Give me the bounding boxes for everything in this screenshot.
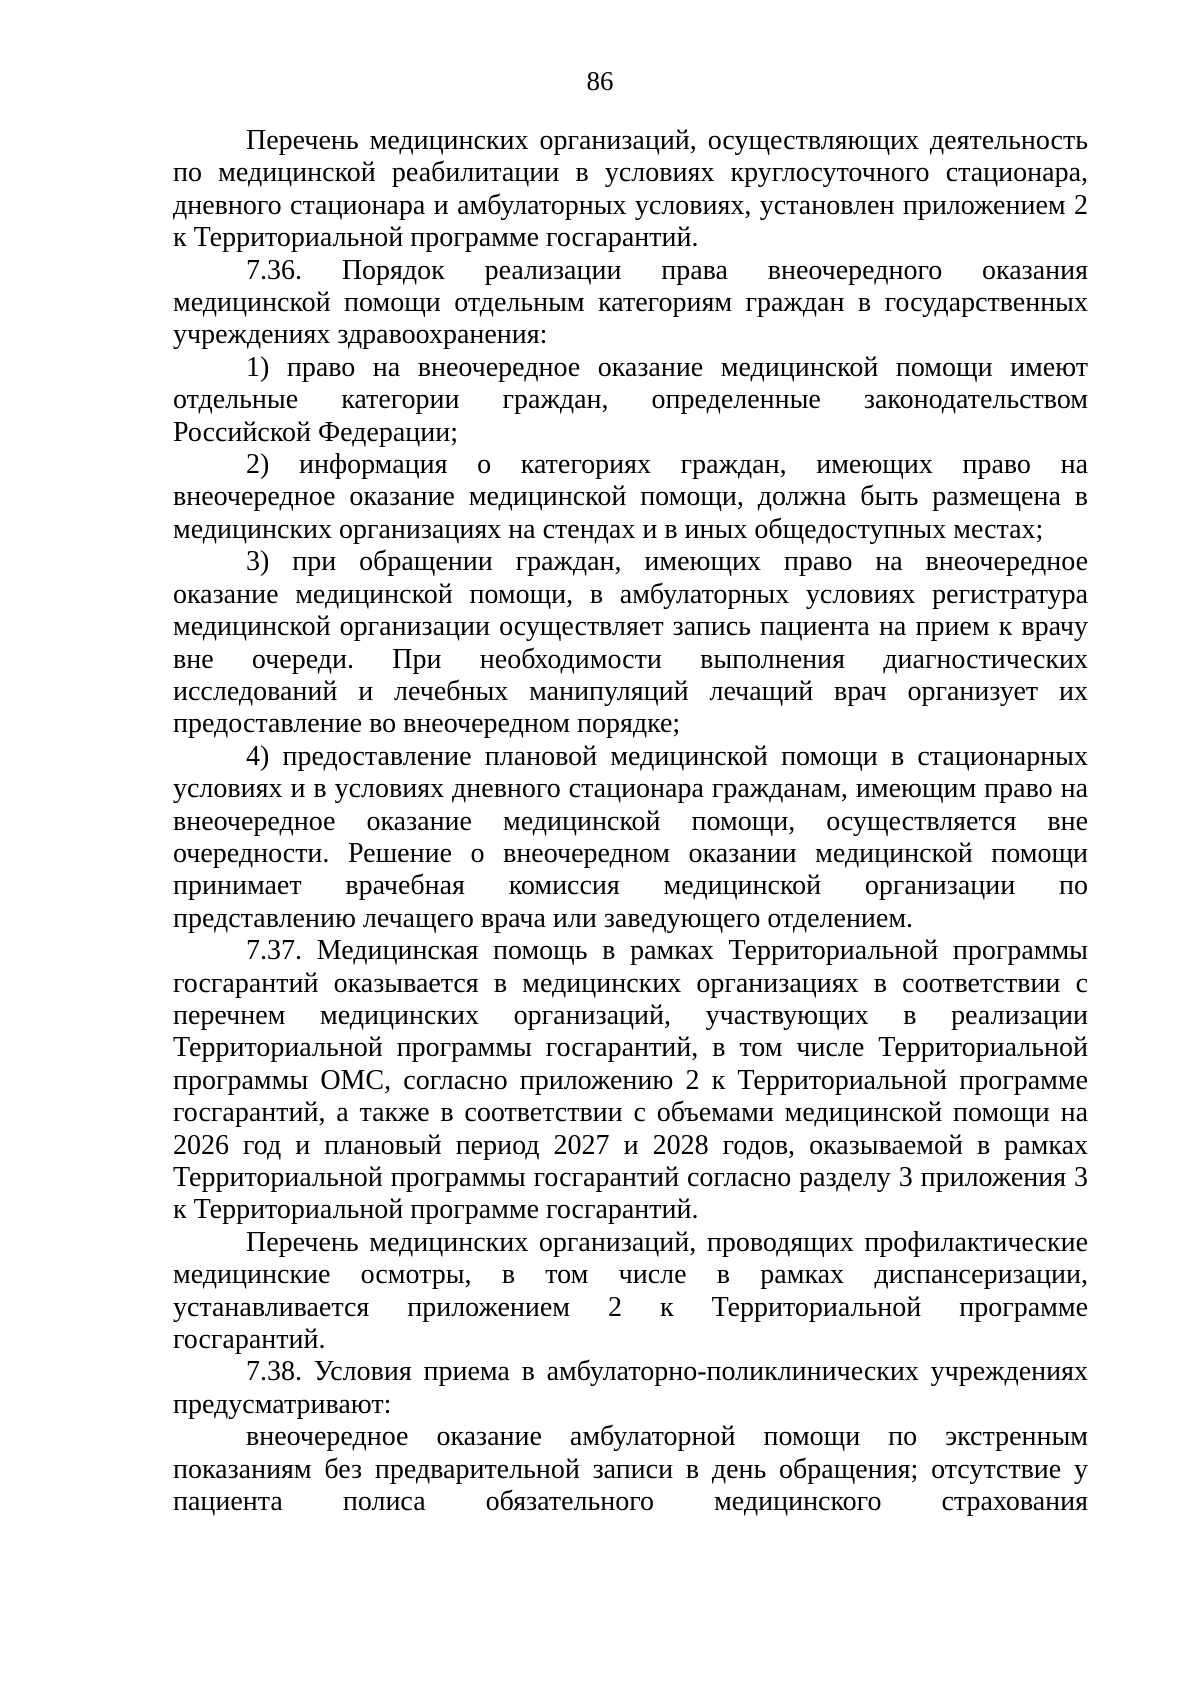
- paragraph-rehabilitation-list: Перечень медицинских организаций, осуществляющих деятельность по медицинской реабилитации в условиях круглосуточного стационара, дневного стационара и амбулаторных условиях, установлен приложением 2 к Территориальной программе госгарантий.: [173, 125, 1088, 254]
- document-body: [173, 125, 1088, 1518]
- page-number: 86: [586, 66, 614, 96]
- paragraph-7-36-item-1: 1) право на внеочередное оказание медицинской помощи имеют отдельные категории граждан, определенные законодательством Российской Федерации;: [173, 351, 1088, 448]
- paragraph-7-36-item-2: 2) информация о категориях граждан, имеющих право на внеочередное оказание медицинской помощи, должна быть размещена в медицинских организациях на стендах и в иных общедоступных местах;: [173, 449, 1088, 545]
- paragraph-7-38-heading: 7.38. Условия приема в амбулаторно-поликлинических учреждениях предусматривают:: [173, 1356, 1088, 1420]
- paragraph-7-38-conditions: внеочередное оказание амбулаторной помощи по экстренным показаниям без предварительной записи в день обращения; отсутствие у пациента полиса обязательного медицинского страхования: [173, 1421, 1088, 1518]
- paragraph-preventive-exams-list: Перечень медицинских организаций, проводящих профилактические медицинские осмотры, в том числе в рамках диспансеризации, устанавливается приложением 2 к Территориальной программе госгарантий.: [173, 1226, 1088, 1356]
- paragraph-7-37: 7.37. Медицинская помощь в рамках Территориальной программы госгарантий оказывается в медицинских организациях в соответствии с перечнем медицинских организаций, участвующих в реализации Территориальной программы госгарантий, в том числе Территориальной программы ОМС, согласно приложению 2 к Территориальной программе госгарантий, а также в соответствии с объемами медицинской помощи на 2026 год и плановый период 2027 и 2028 годов, оказываемой в рамках Территориальной программы госгарантий согласно разделу 3 приложения 3 к Территориальной программе госгарантий.: [173, 935, 1088, 1226]
- paragraph-7-36-item-3: 3) при обращении граждан, имеющих право на внеочередное оказание медицинской помощи, в амбулаторных условиях регистратура медицинской организации осуществляет запись пациента на прием к врачу вне очереди. При необходимости выполнения диагностических исследований и лечебных манипуляций лечащий врач организует их предоставление во внеочередном порядке;: [173, 546, 1088, 740]
- paragraph-7-36-item-4: 4) предоставление плановой медицинской помощи в стационарных условиях и в условиях дневного стационара гражданам, имеющим право на внеочередное оказание медицинской помощи, осуществляется вне очередности. Решение о внеочередном оказании медицинской помощи принимает врачебная комиссия медицинской организации по представлению лечащего врача или заведующего отделением.: [173, 740, 1088, 934]
- paragraph-7-36-heading: 7.36. Порядок реализации права внеочередного оказания медицинской помощи отдельным категориям граждан в государственных учреждениях здравоохранения:: [173, 254, 1088, 351]
